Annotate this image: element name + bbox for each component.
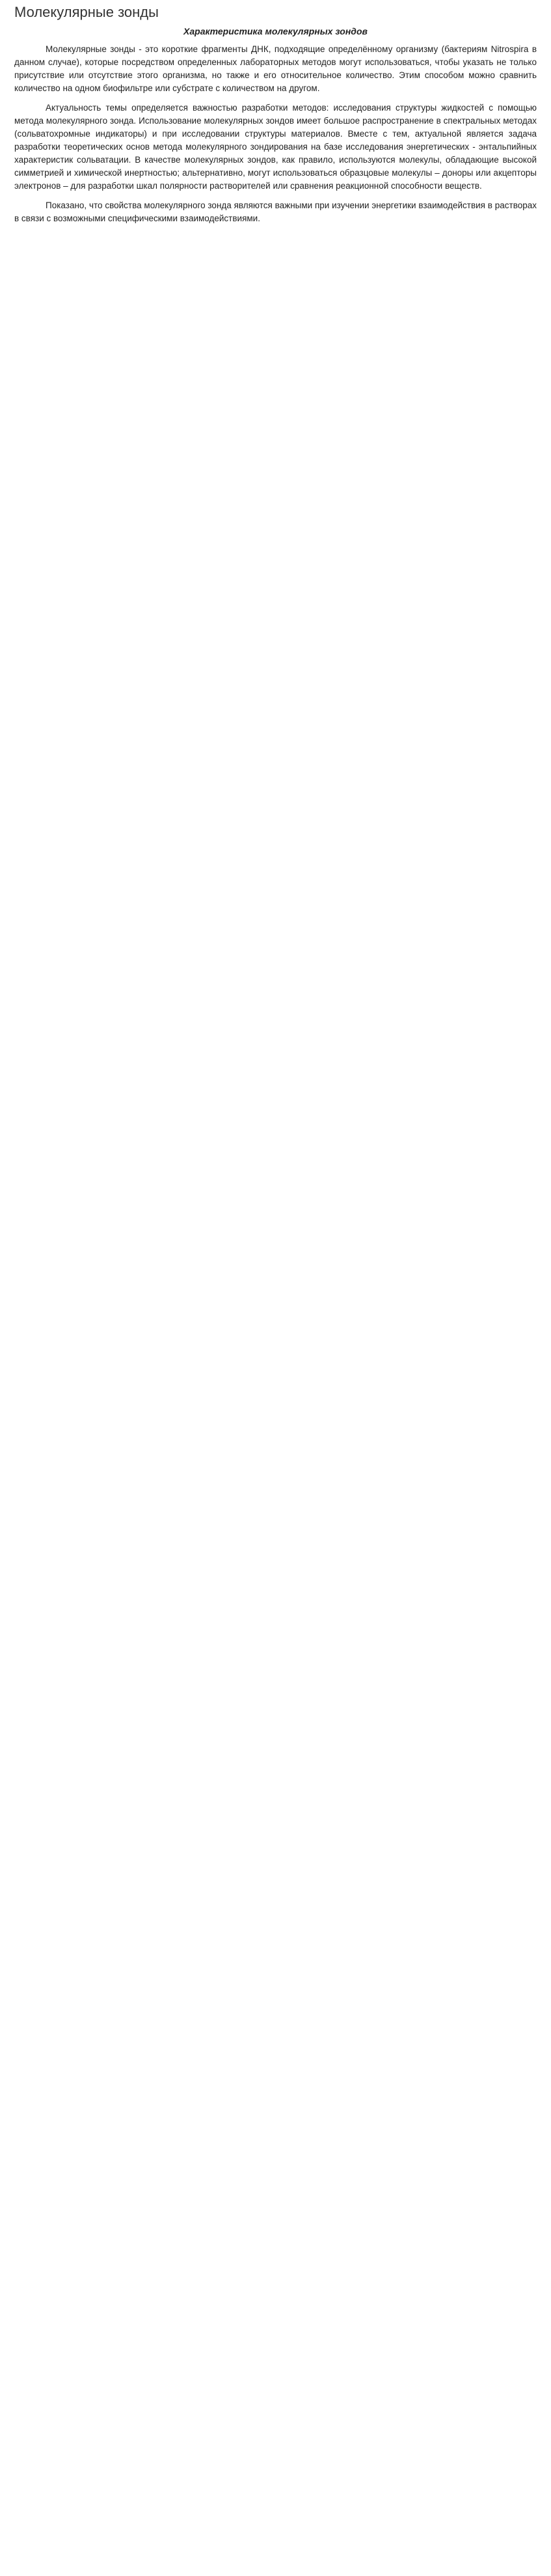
page-title: Молекулярные зонды (14, 4, 159, 20)
paragraph: Актуальность темы определяется важностью разработки методов: исследования структуры жидкостей с помощью метода молекулярного зонда. Использование молекулярных зондов имеет большое распространение в спектральных методах (сольватохромные индикаторы) и при исследовании структуры материалов. Вместе с тем, актуальной является задача разработки теоретических основ метода молекулярного зондирования на базе исследования энергетических - энтальпийных характеристик сольватации. В качестве молекулярных зондов, как правило, используются молекулы, обладающие высокой симметрией и химической инертностью; альтернативно, могут использоваться образцовые молекулы – доноры или акцепторы электронов – для разработки шкал полярности растворителей или сравнения реакционной способности веществ. (14, 103, 537, 191)
paragraph: Показано, что свойства молекулярного зонда являются важными при изучении энергетики взаимодействия в растворах в связи с возможными специфическими взаимодействиями. (14, 200, 537, 223)
paragraph: Молекулярные зонды - это короткие фрагменты ДНК, подходящие определённому организму (бактериям Nitrospira в данном случае), которые посредством определенных лабораторных методов могут использоваться, чтобы указать не только присутствие или отсутствие этого организма, но также и его относительное количество. Этим способом можно сравнить количество на одном биофильтре или субстрате с количеством на другом. (14, 44, 537, 93)
section-heading: Характеристика молекулярных зондов (183, 26, 368, 36)
page (0, 0, 551, 245)
